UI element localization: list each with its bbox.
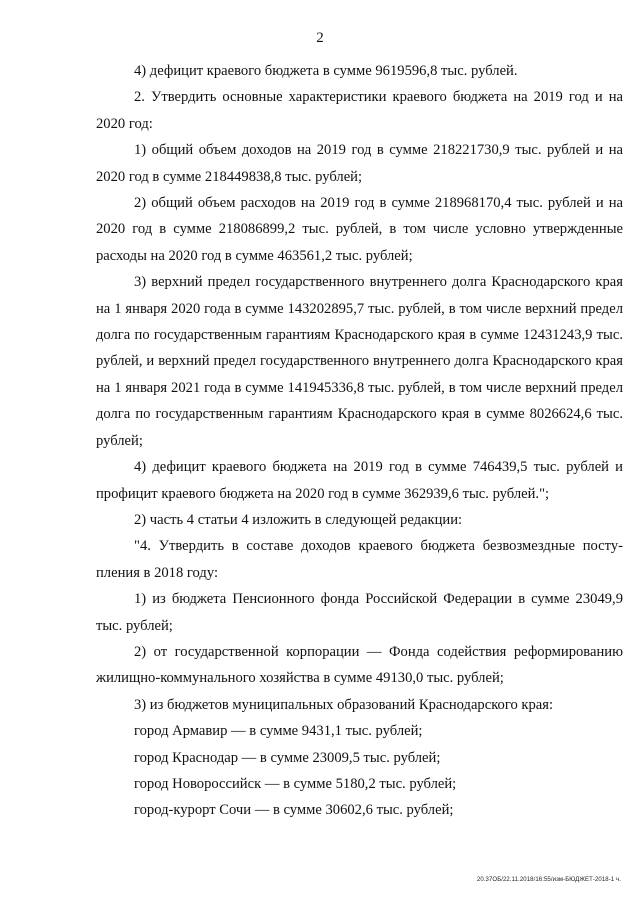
- paragraph-deficit-surplus: 4) дефицит краевого бюджета на 2019 год в сумме 746439,5 тыс. рублей и профицит краевого бюджета на 2020 год в сумме 362939,6 тыс. рублей.";: [96, 459, 623, 502]
- paragraph-municipal-budgets: 3) из бюджетов муниципальных образований Краснодарского края:: [134, 696, 554, 713]
- list-item-novorossiysk: город Новороссийск — в сумме 5180,2 тыс. рублей;: [134, 775, 457, 792]
- paragraph-total-revenue: 1) общий объем доходов на 2019 год в сумме 218221730,9 тыс. рублей и на 2020 год в сумме 218449838,8 тыс. рублей;: [96, 142, 623, 185]
- paragraph-pension-fund: 1) из бюджета Пенсионного фонда Российской Федерации в сумме 23049,9 тыс. рублей;: [96, 591, 623, 634]
- page-number: 2: [316, 30, 324, 46]
- paragraph-free-receipts-heading: "4. Утвердить в составе доходов краевого бюджета безвозмездные поступления в 2018 году:: [96, 538, 623, 581]
- paragraph-housing-fund: 2) от государственной корпорации — Фонда содействия реформированию жилищно-коммунального хозяйства в сумме 49130,0 тыс. рублей;: [96, 643, 623, 687]
- paragraph-item-4-deficit-2018: 4) дефицит краевого бюджета в сумме 9619596,8 тыс. рублей.: [134, 63, 518, 79]
- list-item-sochi: город-курорт Сочи — в сумме 30602,6 тыс. рублей;: [134, 802, 454, 819]
- list-item-krasnodar: город Краснодар — в сумме 23009,5 тыс. рублей;: [134, 749, 441, 766]
- paragraph-debt-limit: 3) верхний предел государственного внутреннего долга Краснодарского края на 1 января 2020 года в сумме 143202895,7 тыс. рублей, в том числе верхний предел долга по государственным гарантиям Краснодарского края в сумме 12431243,9 тыс. рублей, и верхний предел государственного внутреннего долга Краснодарского края на 1 января 2021 года в сумме 141945336,8 тыс. рублей, в том числе верхний предел долга по государственным гарантиям Краснодарского края в сумме 8026624,6 тыс. рублей;: [96, 274, 623, 449]
- paragraph-total-expenses: 2) общий объем расходов на 2019 год в сумме 218968170,4 тыс. рублей и на 2020 год в сумме 218086899,2 тыс. рублей, в том числе условно утвержденные расходы на 2020 год в сумме 463561,2 тыс. рублей;: [96, 195, 623, 264]
- document-body: [96, 58, 623, 824]
- list-item-armavir: город Армавир — в сумме 9431,1 тыс. рублей;: [134, 723, 423, 740]
- paragraph-amend-article-4: 2) часть 4 статьи 4 изложить в следующей редакции:: [134, 511, 463, 528]
- document-footer-code: 20.37ОБ/22.11.2018/16:55/изм-БЮДЖЕТ-2018-1 ч.: [476, 877, 621, 883]
- paragraph-point-2-heading: 2. Утвердить основные характеристики краевого бюджета на 2019 год и на 2020 год:: [96, 89, 623, 132]
